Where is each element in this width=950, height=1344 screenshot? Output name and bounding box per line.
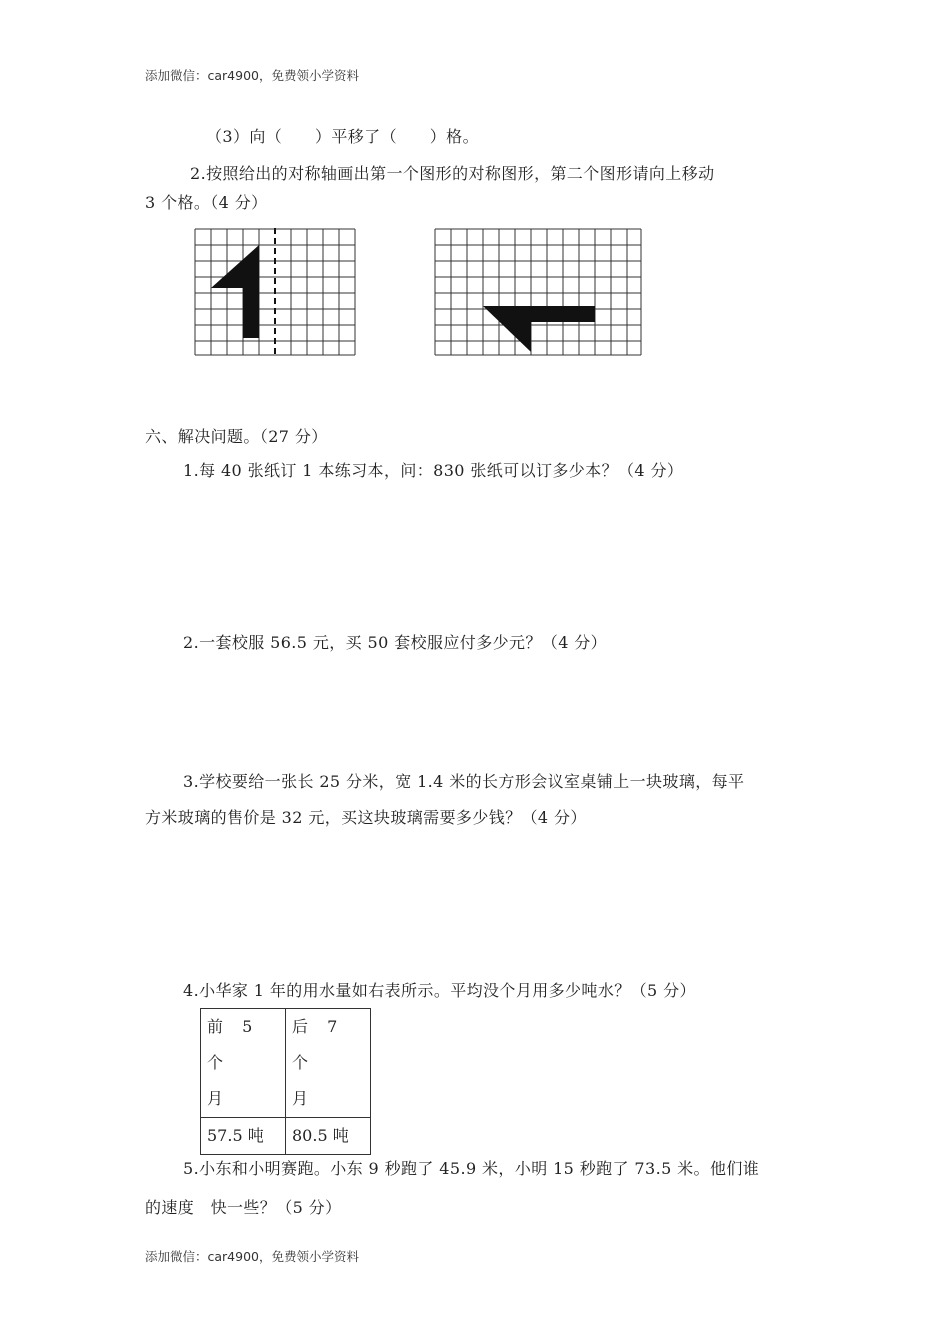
problem-3-line1: 3.学校要给一张长 25 分米，宽 1.4 米的长方形会议室桌铺上一块玻璃，每平 xyxy=(183,772,745,791)
header-last-7-months xyxy=(286,1009,371,1118)
header-line: 月 xyxy=(207,1089,224,1108)
table-row xyxy=(201,1118,371,1155)
problem-5-line2: 的速度 快一些？（5 分） xyxy=(145,1198,342,1217)
value-first-5-months: 57.5 吨 xyxy=(201,1118,286,1155)
symmetry-grid xyxy=(194,228,358,358)
page-header-note: 添加微信：car4900，免费领小学资料 xyxy=(145,68,359,83)
page-footer-note: 添加微信：car4900，免费领小学资料 xyxy=(145,1249,359,1264)
problem-1: 1.每 40 张纸订 1 本练习本，问：830 张纸可以订多少本？（4 分） xyxy=(183,461,684,480)
table-row xyxy=(201,1009,371,1118)
sub-question-3: （3）向（ ）平移了（ ）格。 xyxy=(206,127,479,146)
header-line: 后 7 个 xyxy=(292,1017,345,1072)
value-last-7-months: 80.5 吨 xyxy=(286,1118,371,1155)
question-2-line2: 3 个格。（4 分） xyxy=(145,193,268,212)
grid-lines xyxy=(435,229,641,355)
header-first-5-months xyxy=(201,1009,286,1118)
translation-grid xyxy=(434,228,644,358)
shape-flag xyxy=(211,245,259,338)
question-2-line1: 2.按照给出的对称轴画出第一个图形的对称图形，第二个图形请向上移动 xyxy=(190,164,715,183)
water-usage-table xyxy=(200,1008,371,1155)
problem-5-line1: 5.小东和小明赛跑。小东 9 秒跑了 45.9 米，小明 15 秒跑了 73.5 米。他们谁 xyxy=(183,1159,760,1178)
shape-arrow xyxy=(483,306,595,352)
problem-2: 2.一套校服 56.5 元，买 50 套校服应付多少元？（4 分） xyxy=(183,633,608,652)
header-line: 月 xyxy=(292,1089,309,1108)
problem-4: 4.小华家 1 年的用水量如右表所示。平均没个月用多少吨水？（5 分） xyxy=(183,981,696,1000)
section-6-title: 六、解决问题。（27 分） xyxy=(145,427,328,446)
header-line: 前 5 个 xyxy=(207,1017,260,1072)
problem-3-line2: 方米玻璃的售价是 32 元，买这块玻璃需要多少钱？（4 分） xyxy=(145,808,587,827)
